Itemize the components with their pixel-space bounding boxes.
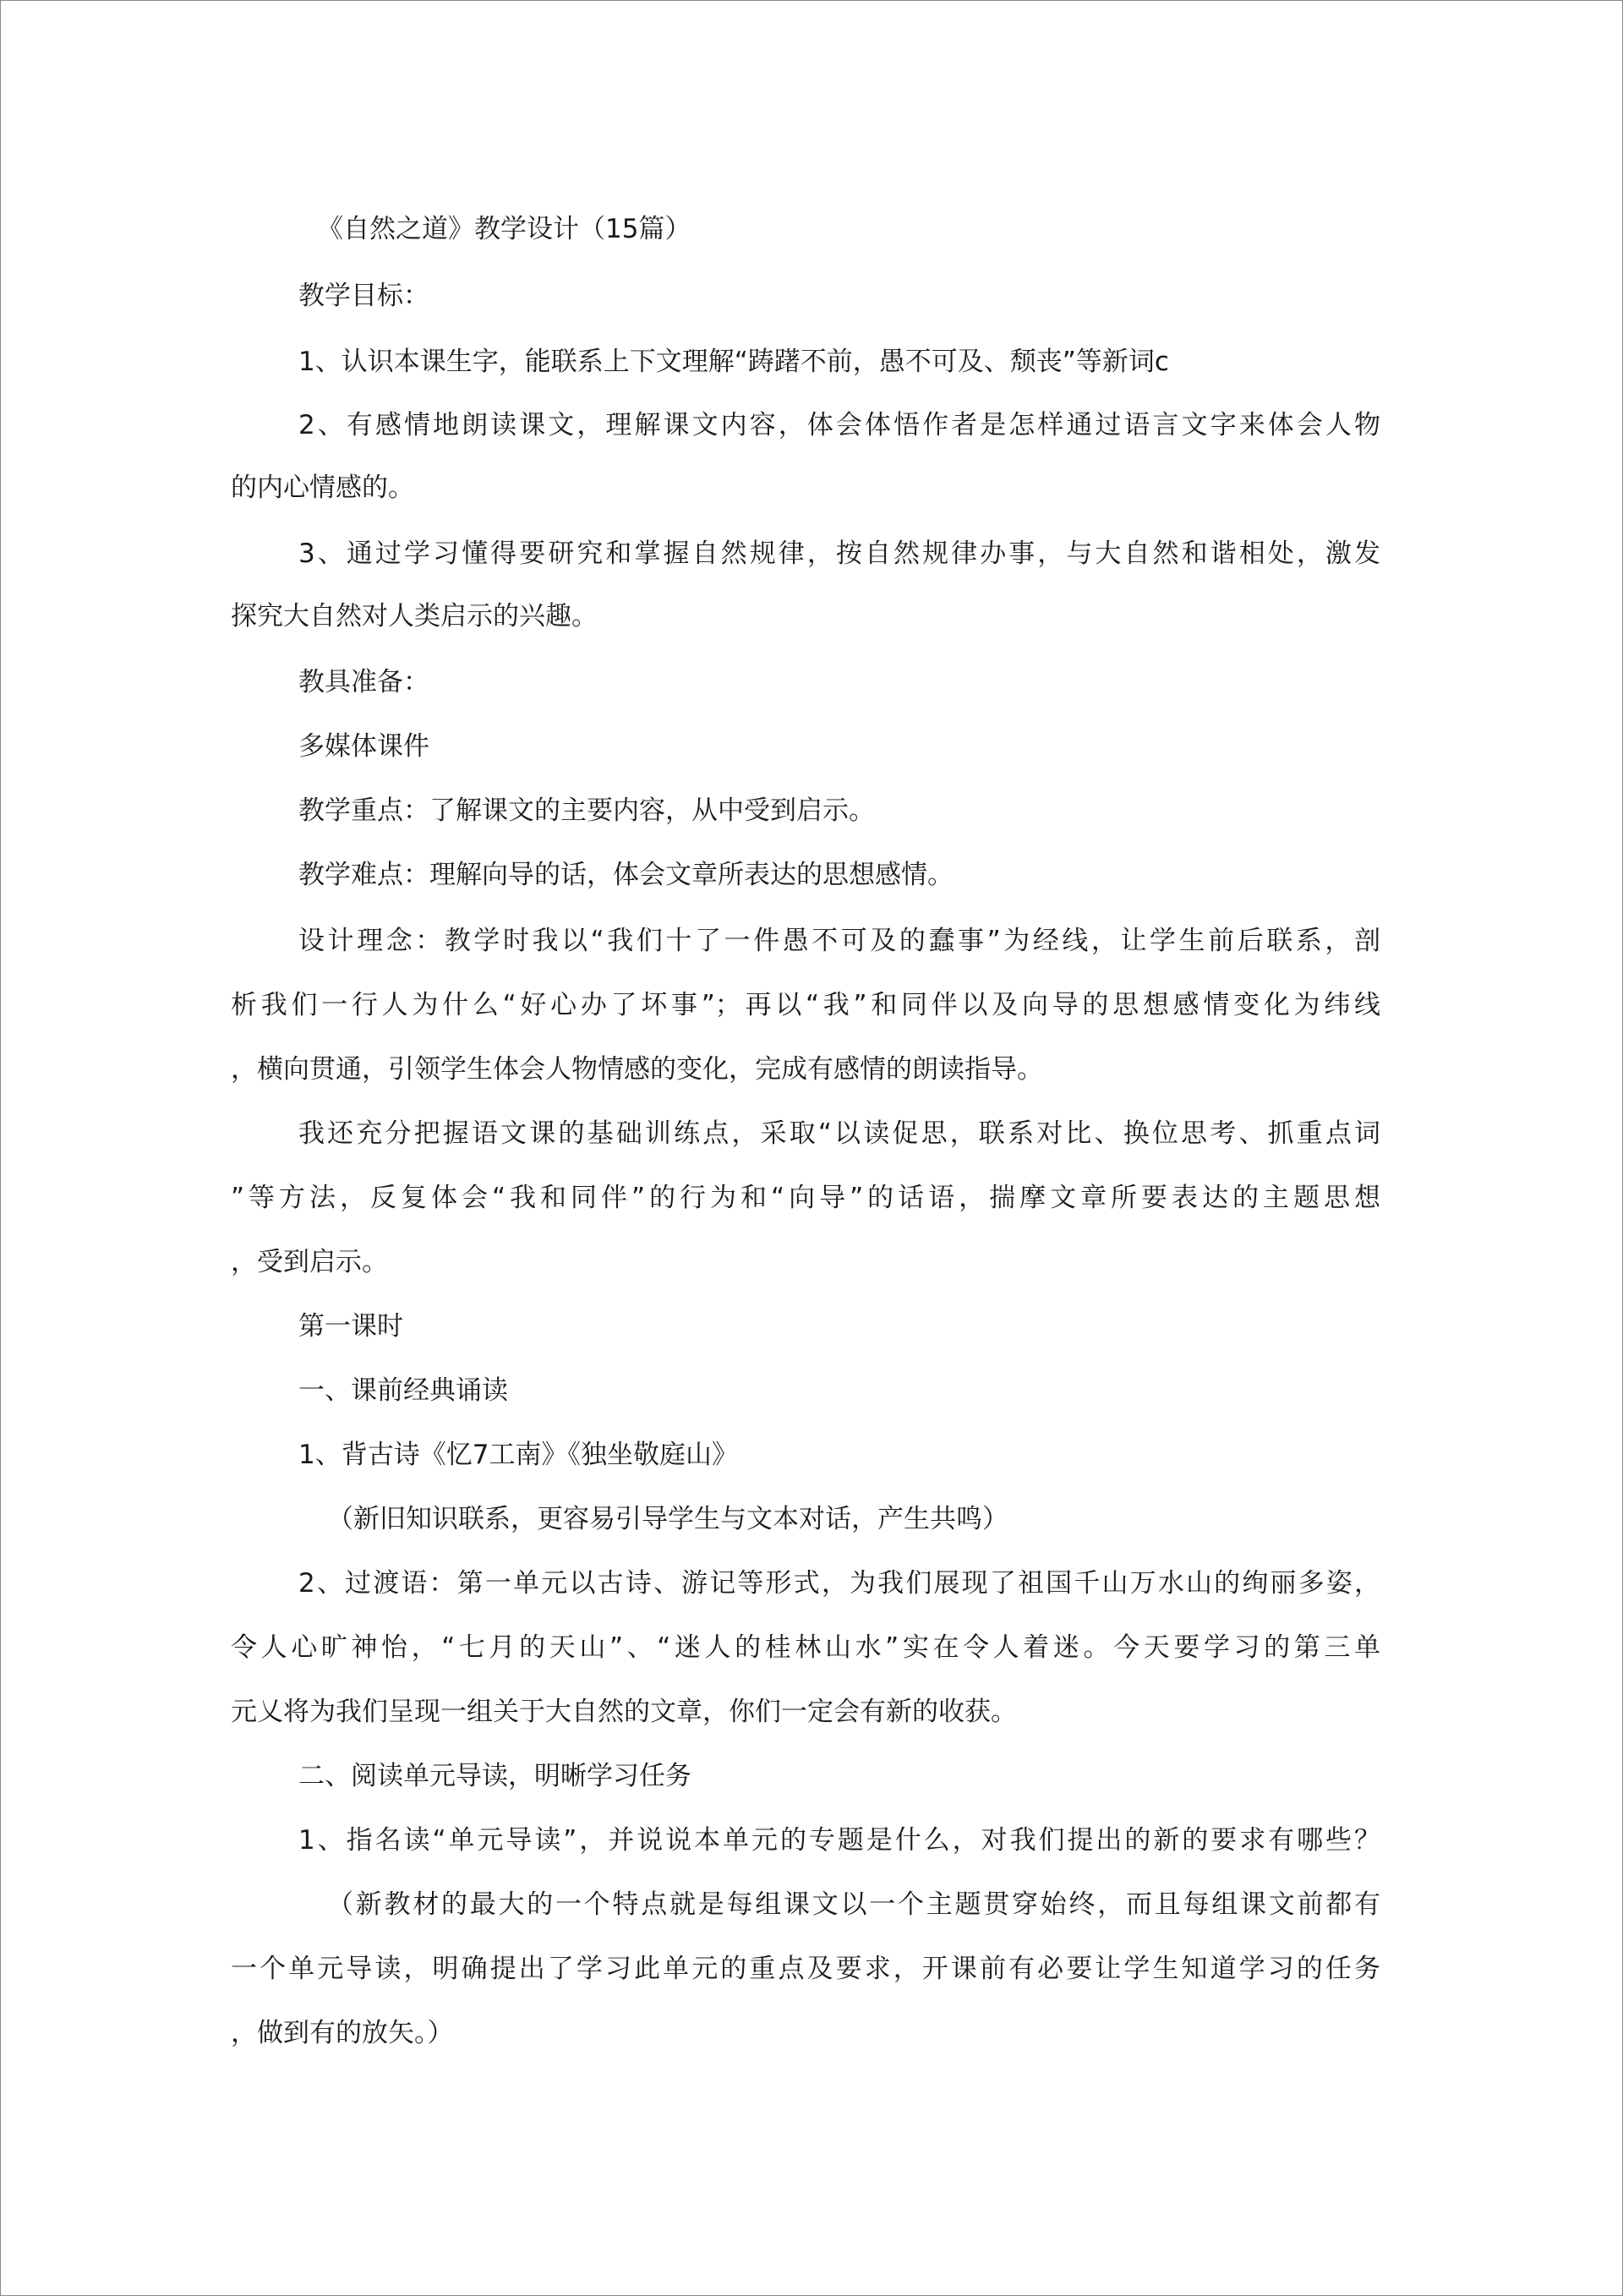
method-line-1: 我还充分把握语文课的基础训练点，采取“以读促思，联系对比、换位思考、抓重点词 <box>298 1118 1380 1149</box>
design-concept-line-3: ，横向贯通，引领学生体会人物情感的变化，完成有感情的朗读指导。 <box>231 1054 1043 1085</box>
design-concept-line-1: 设计理念：教学时我以“我们十了一件愚不可及的蠢事”为经线，让学生前后联系，剖 <box>298 926 1380 956</box>
transition-line-1: 2、过渡语：第一单元以古诗、游记等形式，为我们展现了祖国千山万水山的绚丽多姿， <box>298 1568 1380 1599</box>
section-1-note: （新旧知识联系，更容易引导学生与文本对话，产生共鸣） <box>327 1504 1008 1534</box>
section-2-note-line-3: ，做到有的放矢。） <box>231 2018 454 2048</box>
design-concept-line-2: 析我们一行人为什么“好心办了坏事”；再以“我”和同伴以及向导的思想感情变化为纬线 <box>231 990 1380 1020</box>
section-2-item-1: 1、指名读“单元导读”，并说说本单元的专题是什么，对我们提出的新的要求有哪些？ <box>298 1825 1380 1856</box>
goal-2-line-2: 的内心情感的。 <box>231 473 414 503</box>
document-title: 《自然之道》教学设计（15篇） <box>317 214 691 244</box>
section-1-item-1: 1、背古诗《忆7工南》《独坐敬庭山》 <box>298 1440 738 1470</box>
transition-line-3: 元乂将为我们呈现一组关于大自然的文章，你们一定会有新的收获。 <box>231 1697 1017 1727</box>
goal-1: 1、认识本课生字，能联系上下文理解“踌躇不前，愚不可及、颓丧”等新词c <box>298 347 1169 377</box>
teaching-key-point: 教学重点：了解课文的主要内容，从中受到启示。 <box>298 795 875 826</box>
method-line-3: ，受到启示。 <box>231 1247 388 1277</box>
teaching-difficulty: 教学难点：理解向导的话，体会文章所表达的思想感情。 <box>298 860 954 890</box>
goal-3-line-1: 3、通过学习懂得要研究和掌握自然规律，按自然规律办事，与大自然和谐相处，激发 <box>298 538 1380 569</box>
goal-3-line-2: 探究大自然对人类启示的兴趣。 <box>231 601 598 631</box>
heading-first-lesson: 第一课时 <box>298 1311 403 1342</box>
method-line-2: ”等方法，反复体会“我和同伴”的行为和“向导”的话语，揣摩文章所要表达的主题思想 <box>231 1183 1380 1213</box>
teaching-aids: 多媒体课件 <box>298 731 429 762</box>
goal-2-line-1: 2、有感情地朗读课文，理解课文内容，体会体悟作者是怎样通过语言文字来体会人物 <box>298 410 1380 440</box>
section-2-heading: 二、阅读单元导读，明晰学习任务 <box>298 1761 691 1791</box>
heading-teaching-goals: 教学目标： <box>298 281 429 311</box>
heading-teaching-aids: 教具准备： <box>298 667 429 697</box>
transition-line-2: 令人心旷神怡，“七月的天山”、“迷人的桂林山水”实在令人着迷。今天要学习的第三单 <box>231 1632 1380 1663</box>
section-2-note-line-2: 一个单元导读，明确提出了学习此单元的重点及要求，开课前有必要让学生知道学习的任务 <box>231 1954 1380 1984</box>
section-2-note-line-1: （新教材的最大的一个特点就是每组课文以一个主题贯穿始终，而且每组课文前都有 <box>327 1889 1380 1920</box>
section-1-heading: 一、课前经典诵读 <box>298 1375 508 1406</box>
